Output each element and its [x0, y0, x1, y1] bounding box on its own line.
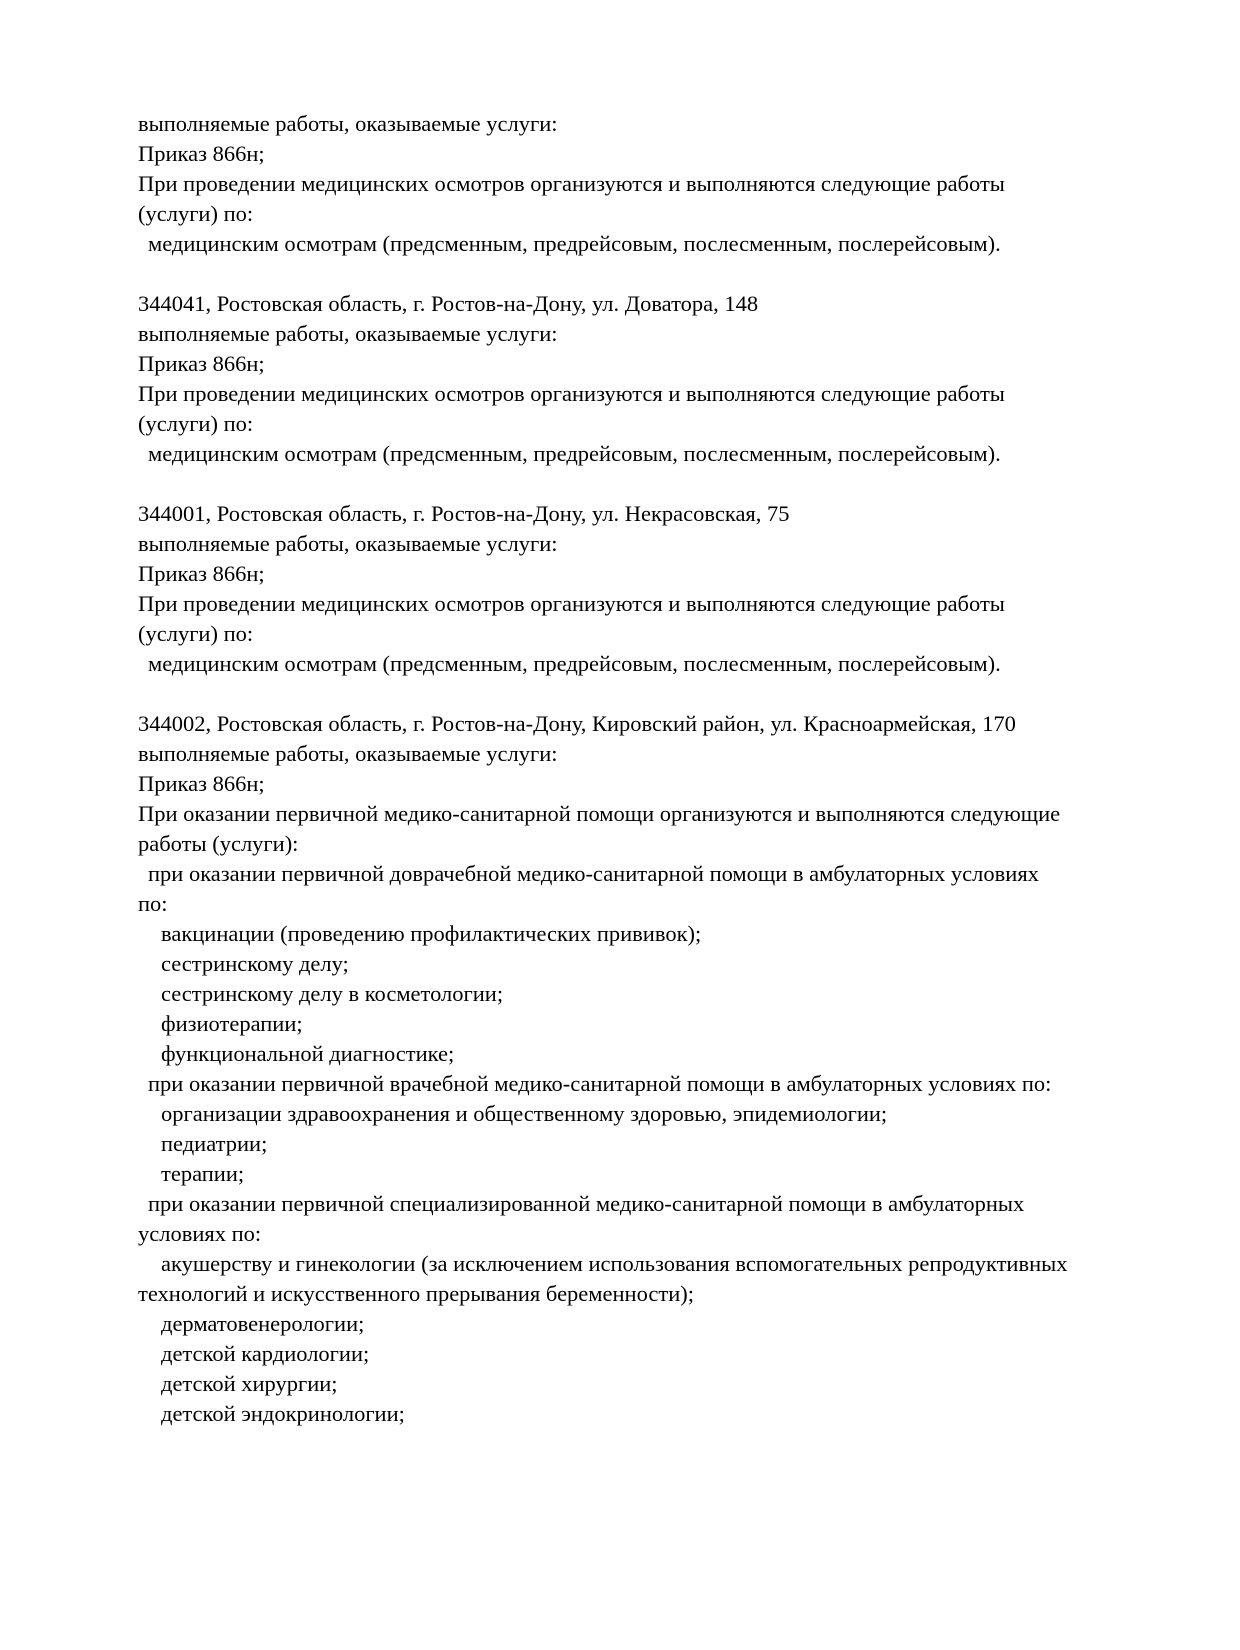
text-line: (услуги) по: — [138, 621, 254, 646]
text-line: медицинским осмотрам (предсменным, предрейсовым, послесменным, послерейсовым). — [148, 441, 1001, 466]
text-line: детской хирургии; — [161, 1371, 338, 1396]
text-line: 344041, Ростовская область, г. Ростов-на-Дону, ул. Доватора, 148 — [138, 291, 759, 316]
address-block-344002 — [138, 709, 1190, 1429]
text-line: при оказании первичной врачебной медико-санитарной помощи в амбулаторных условиях по: — [148, 1071, 1052, 1096]
address-block-344001 — [138, 499, 1190, 679]
text-line: дерматовенерологии; — [161, 1311, 365, 1336]
text-line: выполняемые работы, оказываемые услуги: — [138, 321, 558, 346]
text-line: (услуги) по: — [138, 411, 254, 436]
text-line: (услуги) по: — [138, 201, 254, 226]
text-line: терапии; — [161, 1161, 245, 1186]
text-line: педиатрии; — [161, 1131, 268, 1156]
text-line: работы (услуги): — [138, 831, 299, 856]
text-line: детской эндокринологии; — [161, 1401, 405, 1426]
text-line: 344002, Ростовская область, г. Ростов-на-Дону, Кировский район, ул. Красноармейская, 170 — [138, 711, 1016, 736]
text-line: При оказании первичной медико-санитарной помощи организуются и выполняются следующие — [138, 801, 1061, 826]
text-line: При проведении медицинских осмотров организуются и выполняются следующие работы — [138, 171, 1005, 196]
text-line: функциональной диагностике; — [161, 1041, 455, 1066]
license-services-text — [138, 109, 1190, 1429]
text-line: вакцинации (проведению профилактических прививок); — [161, 921, 702, 946]
text-line: выполняемые работы, оказываемые услуги: — [138, 741, 558, 766]
address-block-344041 — [138, 289, 1190, 469]
text-line: Приказ 866н; — [138, 141, 265, 166]
text-line: при оказании первичной доврачебной медико-санитарной помощи в амбулаторных условиях — [148, 861, 1039, 886]
text-line: условиях по: — [138, 1221, 262, 1246]
text-line: Приказ 866н; — [138, 561, 265, 586]
text-line: Приказ 866н; — [138, 351, 265, 376]
text-line: акушерству и гинекологии (за исключением использования вспомогательных репродуктивных — [161, 1251, 1068, 1276]
text-line: выполняемые работы, оказываемые услуги: — [138, 111, 558, 136]
text-line: по: — [138, 891, 168, 916]
text-line: организации здравоохранения и общественному здоровью, эпидемиологии; — [161, 1101, 888, 1126]
text-line: сестринскому делу; — [161, 951, 349, 976]
text-line: При проведении медицинских осмотров организуются и выполняются следующие работы — [138, 381, 1005, 406]
text-line: 344001, Ростовская область, г. Ростов-на-Дону, ул. Некрасовская, 75 — [138, 501, 790, 526]
text-line: детской кардиологии; — [161, 1341, 370, 1366]
text-line: физиотерапии; — [161, 1011, 303, 1036]
text-line: технологий и искусственного прерывания беременности); — [138, 1281, 695, 1306]
text-line: сестринскому делу в косметологии; — [161, 981, 504, 1006]
services-continuation — [138, 109, 1190, 259]
text-line: медицинским осмотрам (предсменным, предрейсовым, послесменным, послерейсовым). — [148, 651, 1001, 676]
text-line: Приказ 866н; — [138, 771, 265, 796]
text-line: медицинским осмотрам (предсменным, предрейсовым, послесменным, послерейсовым). — [148, 231, 1001, 256]
text-line: выполняемые работы, оказываемые услуги: — [138, 531, 558, 556]
text-line: При проведении медицинских осмотров организуются и выполняются следующие работы — [138, 591, 1005, 616]
text-line: при оказании первичной специализированной медико-санитарной помощи в амбулаторных — [148, 1191, 1025, 1216]
